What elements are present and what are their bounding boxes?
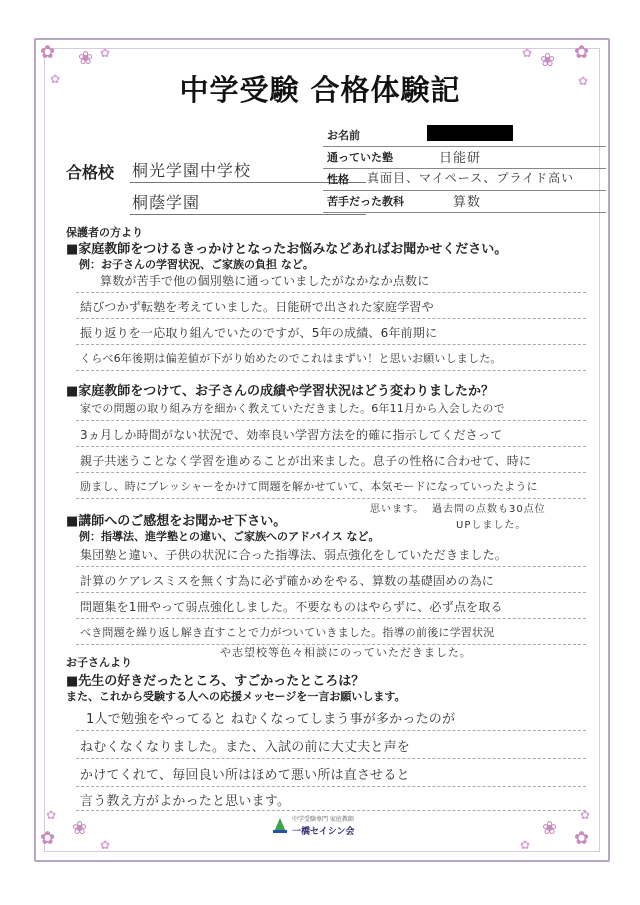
flower-icon: ❀ xyxy=(78,48,94,69)
logo-mark-icon xyxy=(272,816,288,834)
flower-icon: ✿ xyxy=(520,838,531,852)
answer-3-line: 問題集を1冊やって弱点強化しました。不要なものはやらずに、必ず点を取る xyxy=(80,600,503,614)
flower-icon: ❀ xyxy=(542,818,558,839)
redacted-name xyxy=(427,125,513,141)
answer-4-line: 1人で勉強をやってると ねむくなってしまう事が多かったのが xyxy=(86,712,456,727)
ruled-line xyxy=(76,618,586,619)
logo-name: 一橋セイシン会 xyxy=(292,827,355,837)
child-section-header: お子さんより xyxy=(66,656,132,669)
company-logo xyxy=(270,812,380,842)
question-2-heading: ■家庭教師をつけて、お子さんの成績や学習状況はどう変わりましたか？ xyxy=(66,384,495,399)
ruled-line xyxy=(76,292,586,293)
answer-2-note: 思います。 xyxy=(370,504,425,515)
question-4-heading: ■先生の好きだったところ、すごかったところは？ xyxy=(66,674,365,689)
ruled-line xyxy=(76,420,586,421)
question-3-example: 例：指導法、進学塾との違い、ご家族へのアドバイス など。 xyxy=(79,530,380,543)
info-row-personality xyxy=(323,168,606,191)
flower-icon: ❀ xyxy=(72,818,88,839)
answer-3-line: 計算のケアレスミスを無くす為に必ず確かめをやる、算数の基礎固めの為に xyxy=(80,574,494,588)
answer-3-note: や志望校等色々相談にのっていただきました。 xyxy=(220,646,472,659)
passed-school-2: 桐蔭学園 xyxy=(132,193,201,212)
flower-icon: ✿ xyxy=(522,46,533,60)
answer-2-note: 過去問の点数も30点位 xyxy=(432,504,546,515)
question-3-heading: ■講師へのご感想をお聞かせ下さい。 xyxy=(66,514,287,529)
ruled-line xyxy=(76,730,586,731)
ruled-line xyxy=(76,344,586,345)
weak-subject-value: 算数 xyxy=(453,195,482,210)
ruled-line xyxy=(76,472,586,473)
flower-icon: ✿ xyxy=(50,72,61,86)
question-4-subheading: また、これから受験する人への応援メッセージを一言お願いします。 xyxy=(66,690,406,703)
answer-4-line: 言う教え方がよかったと思います。 xyxy=(80,794,291,809)
personality-label: 性格 xyxy=(327,173,349,186)
answer-4-line: かけてくれて、毎回良い所はほめて悪い所は直させると xyxy=(80,768,410,783)
passed-school-label: 合格校 xyxy=(66,163,115,182)
ruled-line xyxy=(76,318,586,319)
ruled-line xyxy=(76,566,586,567)
flower-icon: ✿ xyxy=(574,828,590,849)
answer-3-line: べき問題を繰り返し解き直すことで力がついていきました。指導の前後に学習状況 xyxy=(80,626,495,639)
ruled-line xyxy=(76,498,586,499)
parent-section-header: 保護者の方より xyxy=(66,226,143,239)
question-1-heading: ■家庭教師をつけるきっかけとなったお悩みなどあればお聞かせください。 xyxy=(66,242,508,257)
answer-4-line: ねむくなくなりました。また、入試の前に大丈夫と声を xyxy=(80,740,411,755)
info-row-juku xyxy=(323,146,606,169)
answer-2-line: 3ヵ月しか時間がない状況で、効率良い学習方法を的確に指示してくださって xyxy=(80,428,503,442)
info-row-weak-subject xyxy=(323,190,606,213)
answer-2-note: UPしました。 xyxy=(456,520,527,531)
juku-label: 通っていた塾 xyxy=(327,151,393,164)
weak-subject-label: 苦手だった教科 xyxy=(327,195,404,208)
answer-1-line: くらべ6年後期は偏差値が下がり始めたのでこれはまずい！と思いお願いしました。 xyxy=(80,352,502,365)
question-1-example: 例：お子さんの学習状況、ご家族の負担 など。 xyxy=(79,258,314,271)
page-title: 中学受験 合格体験記 xyxy=(179,73,461,107)
answer-1-line: 結びつかず転塾を考えていました。日能研で出された家庭学習や xyxy=(80,300,434,314)
ruled-line xyxy=(76,592,586,593)
flower-icon: ✿ xyxy=(40,42,56,63)
ruled-line xyxy=(76,786,586,787)
info-row-name xyxy=(323,124,606,147)
flower-icon: ✿ xyxy=(46,808,57,822)
flower-icon: ✿ xyxy=(580,808,591,822)
ruled-line xyxy=(76,446,586,447)
flower-icon: ✿ xyxy=(40,828,56,849)
flower-icon: ❀ xyxy=(540,50,556,71)
flower-icon: ✿ xyxy=(574,42,590,63)
answer-1-line: 振り返りを一応取り組んでいたのですが、5年の成績、6年前期に xyxy=(80,326,438,340)
answer-1-line: 算数が苦手で他の個別塾に通っていましたがなかなか点数に xyxy=(100,274,430,288)
flower-icon: ✿ xyxy=(100,838,111,852)
school-underline xyxy=(130,214,366,215)
name-label: お名前 xyxy=(327,129,360,142)
passed-school-1: 桐光学園中学校 xyxy=(132,161,252,180)
answer-2-line: 家での問題の取り組み方を細かく教えていただきました。6年11月から入会したので xyxy=(80,402,505,415)
flower-icon: ✿ xyxy=(100,46,111,60)
ruled-line xyxy=(76,758,586,759)
personality-value: 真面目、マイペース、プライド高い xyxy=(367,171,575,185)
flower-icon: ✿ xyxy=(578,74,589,88)
ruled-line xyxy=(76,370,586,371)
answer-3-line: 集団塾と違い、子供の状況に合った指導法、弱点強化をしていただきました。 xyxy=(80,548,508,562)
answer-2-line: 親子共迷うことなく学習を進めることが出来ました。息子の性格に合わせて、時に xyxy=(80,454,532,468)
juku-value: 日能研 xyxy=(439,151,482,166)
logo-tagline: 中学受験専門 家庭教師 xyxy=(292,816,354,823)
answer-2-line: 励まし、時にプレッシャーをかけて問題を解かせていて、本気モードになっていったように xyxy=(80,480,538,493)
ruled-line xyxy=(76,810,586,811)
